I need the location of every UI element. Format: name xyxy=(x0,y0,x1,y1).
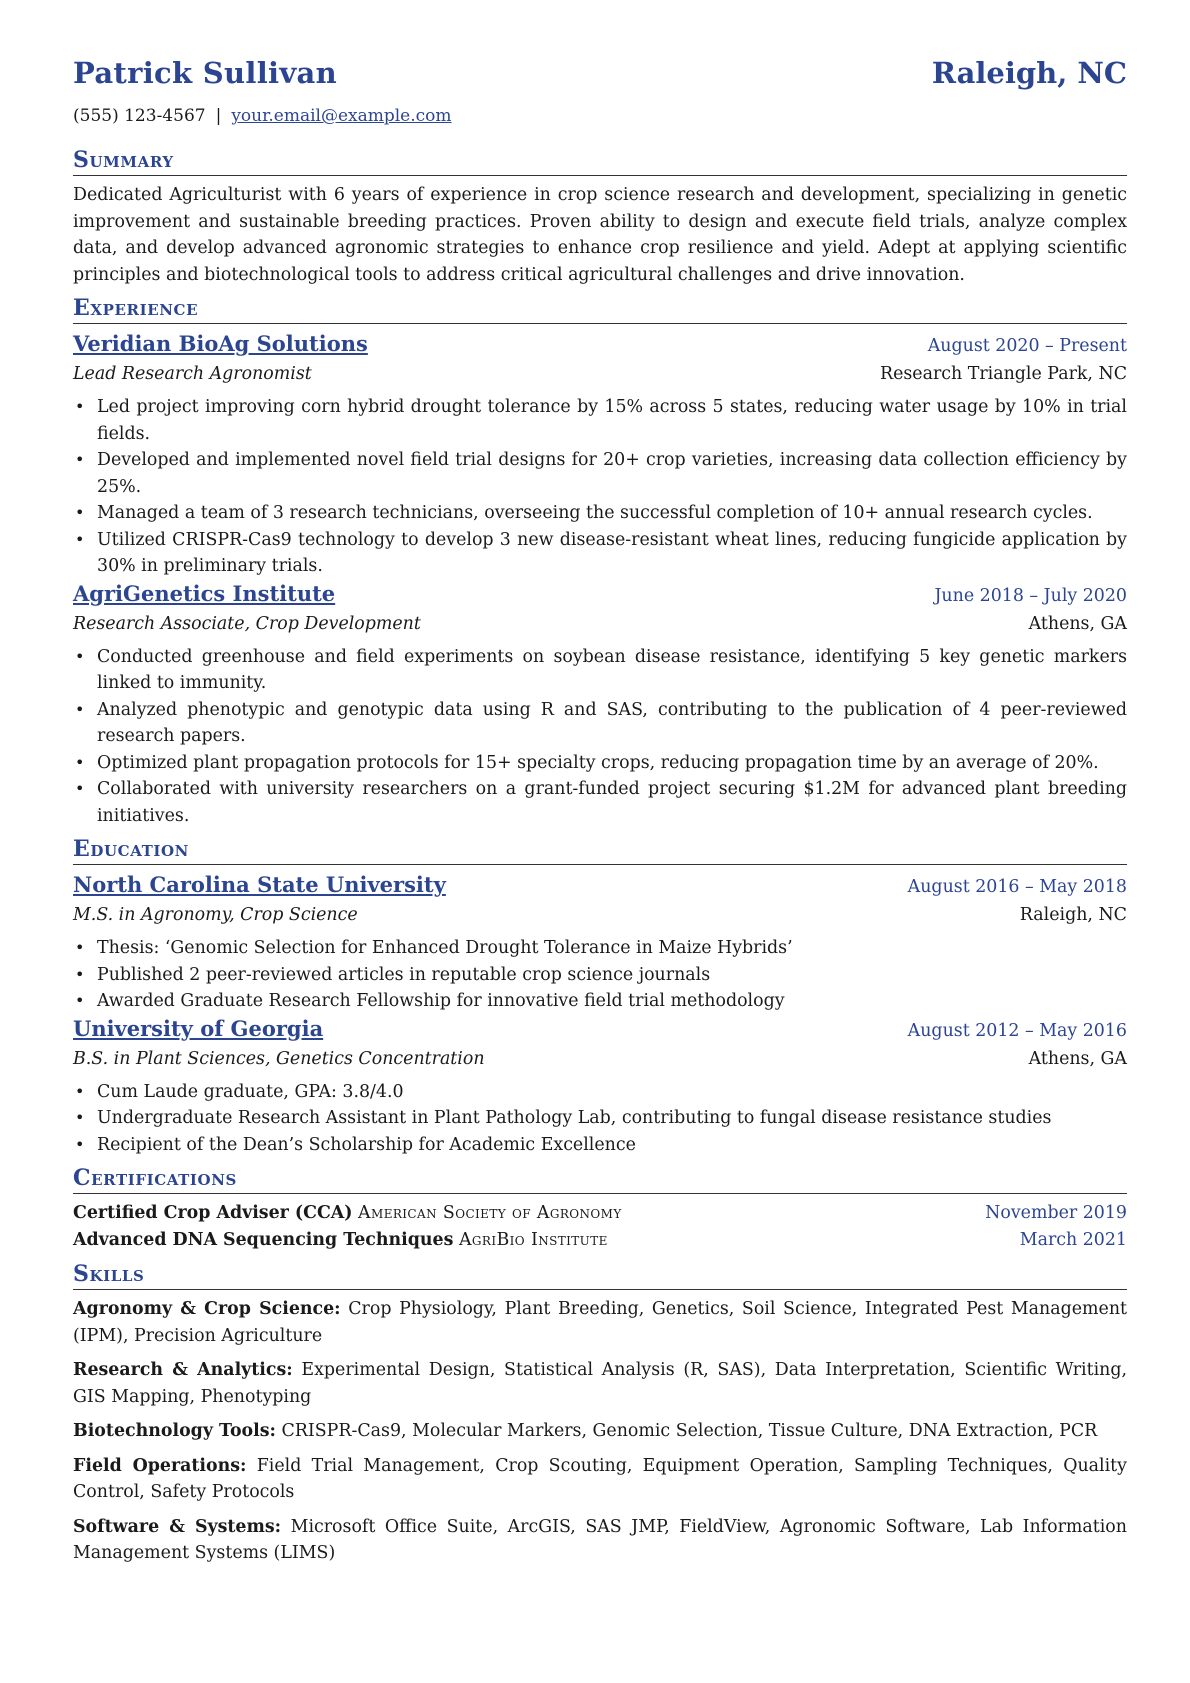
bullet-item: • Developed and implemented novel field trial designs for 20+ crop varieties, increasing data collection efficiency by 25%. xyxy=(97,447,1127,500)
entry-dates: August 2012 – May 2016 xyxy=(907,1020,1127,1041)
degree-title: M.S. in Agronomy, Crop Science xyxy=(73,905,358,925)
bullet-item: • Cum Laude graduate, GPA: 3.8/4.0 xyxy=(97,1079,1127,1106)
certification-issuer: American Society of Agronomy xyxy=(358,1203,622,1223)
contact-line xyxy=(73,106,1127,140)
bullet-item: • Utilized CRISPR-Cas9 technology to develop 3 new disease-resistant wheat lines, reducing fungicide application by 30% in preliminary trials. xyxy=(97,527,1127,580)
bullet-item: • Recipient of the Dean’s Scholarship for Academic Excellence xyxy=(97,1132,1127,1159)
skill-value: Experimental Design, Statistical Analysis (R, SAS), Data Interpretation, Scientific Writing, GIS Mapping, Phenotyping xyxy=(73,1360,1127,1407)
school-link[interactable]: North Carolina State University xyxy=(73,872,446,897)
skill-label: Software & Systems: xyxy=(73,1516,282,1537)
section-title-summary: Summary xyxy=(73,146,1127,176)
skill-group xyxy=(73,1514,1127,1567)
employer-link[interactable]: Veridian BioAg Solutions xyxy=(73,331,368,356)
bullet-item: • Led project improving corn hybrid drought tolerance by 15% across 5 states, reducing water usage by 10% in trial fields. xyxy=(97,394,1127,447)
candidate-name: Patrick Sullivan xyxy=(73,56,337,90)
bullet-item: • Managed a team of 3 research technicians, overseeing the successful completion of 10+ annual research cycles. xyxy=(97,500,1127,527)
skill-value: Crop Physiology, Plant Breeding, Genetics, Soil Science, Integrated Pest Management (IPM), Precision Agriculture xyxy=(73,1299,1128,1346)
skill-group xyxy=(73,1357,1127,1410)
degree-title: B.S. in Plant Sciences, Genetics Concentration xyxy=(73,1048,485,1069)
certification-issuer: AgriBio Institute xyxy=(458,1230,608,1250)
job-title: Research Associate, Crop Development xyxy=(73,613,421,634)
entry-dates: June 2018 – July 2020 xyxy=(934,585,1127,606)
section-title-education: Education xyxy=(73,835,1127,865)
skill-label: Research & Analytics: xyxy=(73,1360,293,1380)
education-entry xyxy=(73,1015,1127,1159)
resume-page xyxy=(73,56,1127,1575)
experience-entry xyxy=(73,330,1127,580)
job-title: Lead Research Agronomist xyxy=(73,364,312,384)
skill-group xyxy=(73,1453,1127,1506)
phone-number: (555) 123-4567 xyxy=(73,106,206,126)
candidate-location: Raleigh, NC xyxy=(931,56,1127,90)
skill-group xyxy=(73,1418,1127,1445)
education-section xyxy=(73,835,1127,1158)
certifications-section xyxy=(73,1164,1127,1254)
employer-link[interactable]: AgriGenetics Institute xyxy=(73,580,336,606)
bullet-list xyxy=(73,644,1127,830)
school-link[interactable]: University of Georgia xyxy=(73,1015,324,1041)
entry-location: Athens, GA xyxy=(1028,613,1127,634)
resume-header xyxy=(73,56,1127,102)
skill-label: Field Operations: xyxy=(73,1455,247,1476)
bullet-item: • Analyzed phenotypic and genotypic data using R and SAS, contributing to the publication of 4 peer-reviewed research papers. xyxy=(97,697,1127,750)
certification-date: November 2019 xyxy=(985,1203,1127,1223)
entry-location: Raleigh, NC xyxy=(1019,905,1127,925)
bullet-list xyxy=(73,1079,1127,1159)
bullet-item: • Thesis: ‘Genomic Selection for Enhanced Drought Tolerance in Maize Hybrids’ xyxy=(97,935,1127,962)
entry-dates: August 2016 – May 2018 xyxy=(907,877,1127,897)
bullet-item: • Optimized plant propagation protocols for 15+ specialty crops, reducing propagation time by an average of 20%. xyxy=(97,750,1127,777)
summary-section xyxy=(73,146,1127,288)
bullet-item: • Conducted greenhouse and field experiments on soybean disease resistance, identifying 5 key genetic markers linked to immunity. xyxy=(97,644,1127,697)
certification-name: Advanced DNA Sequencing Techniques xyxy=(73,1230,454,1250)
bullet-item: • Undergraduate Research Assistant in Plant Pathology Lab, contributing to fungal disease resistance studies xyxy=(97,1105,1127,1132)
experience-entry xyxy=(73,580,1127,830)
experience-section xyxy=(73,294,1127,829)
skill-value: Field Trial Management, Crop Scouting, Equipment Operation, Sampling Techniques, Quality Control, Safety Protocols xyxy=(73,1455,1127,1502)
bullet-list xyxy=(73,935,1127,1015)
contact-separator: | xyxy=(215,106,222,126)
skill-group xyxy=(73,1296,1127,1349)
bullet-item: • Awarded Graduate Research Fellowship for innovative field trial methodology xyxy=(97,988,1127,1015)
certification-date: March 2021 xyxy=(1019,1230,1127,1250)
education-entry xyxy=(73,871,1127,1015)
section-title-experience: Experience xyxy=(73,294,1127,324)
skill-label: Agronomy & Crop Science: xyxy=(73,1299,341,1319)
certification-item xyxy=(73,1200,1127,1227)
skill-value: Microsoft Office Suite, ArcGIS, SAS JMP, FieldView, Agronomic Software, Lab Information Management Systems (LIMS) xyxy=(73,1516,1127,1563)
certification-item xyxy=(73,1227,1127,1254)
section-title-certifications: Certifications xyxy=(73,1164,1127,1194)
bullet-item: • Published 2 peer-reviewed articles in reputable crop science journals xyxy=(97,962,1127,989)
skills-section xyxy=(73,1260,1127,1567)
certification-name: Certified Crop Adviser (CCA) xyxy=(73,1203,353,1223)
entry-dates: August 2020 – Present xyxy=(927,336,1127,356)
entry-location: Research Triangle Park, NC xyxy=(879,364,1127,384)
email-link[interactable]: your.email@example.com xyxy=(231,106,452,126)
bullet-list xyxy=(73,394,1127,580)
entry-location: Athens, GA xyxy=(1028,1048,1127,1069)
bullet-item: • Collaborated with university researchers on a grant-funded project securing $1.2M for advanced plant breeding initiatives. xyxy=(97,776,1127,829)
section-title-skills: Skills xyxy=(73,1260,1127,1290)
skill-value: CRISPR-Cas9, Molecular Markers, Genomic Selection, Tissue Culture, DNA Extraction, PCR xyxy=(281,1421,1098,1441)
summary-text: Dedicated Agriculturist with 6 years of experience in crop science research and development, specializing in genetic improvement and sustainable breeding practices. Proven ability to design and execute field trials, analyze complex data, and develop advanced agronomic strategies to enhance crop resilience and yield. Adept at applying scientific principles and biotechnological tools to address critical agricultural challenges and drive innovation. xyxy=(73,185,1127,285)
skill-label: Biotechnology Tools: xyxy=(73,1421,276,1441)
